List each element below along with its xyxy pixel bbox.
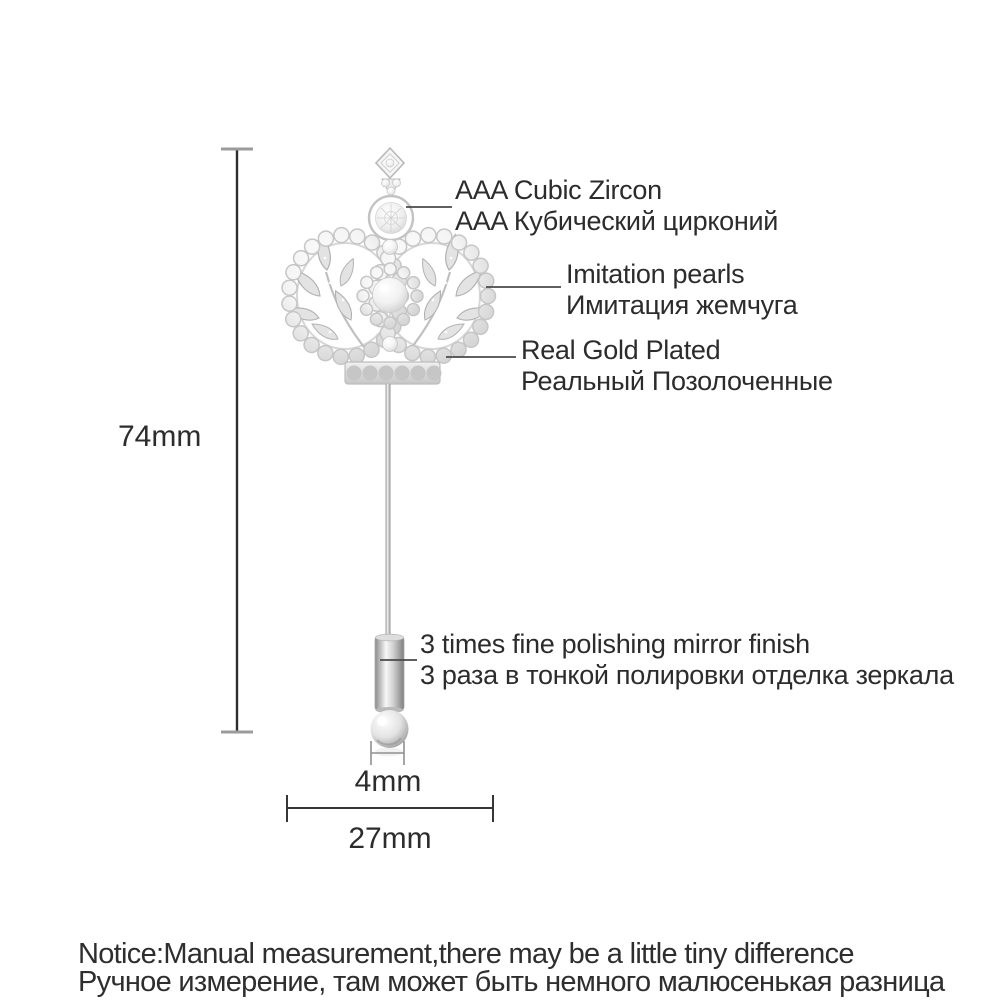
annotation-polishing xyxy=(420,629,954,691)
annotation-cubic-zircon-en: AAA Cubic Zircon xyxy=(455,175,662,205)
annotation-polishing-en: 3 times fine polishing mirror finish xyxy=(420,629,810,659)
annotation-imitation-pearls xyxy=(566,259,797,321)
annotation-imitation-pearls-ru: Имитация жемчуга xyxy=(566,290,798,320)
pin-needle xyxy=(386,384,391,637)
dimension-74mm-line xyxy=(221,149,253,732)
pin-ball-tip xyxy=(371,710,409,757)
pin-end-cap xyxy=(375,634,404,713)
annotation-polishing-ru: 3 раза в тонкой полировки отделка зеркала xyxy=(420,660,954,690)
annotation-gold-plated xyxy=(521,335,833,397)
finial-connector xyxy=(382,179,401,197)
annotation-cubic-zircon-ru: AAA Кубический цирконий xyxy=(455,206,779,236)
annotation-cubic-zircon xyxy=(455,175,778,237)
notice-en: Notice:Manual measurement,there may be a little tiny difference xyxy=(78,938,854,970)
dimension-label-27mm: 27mm xyxy=(348,822,432,855)
finial-diamond xyxy=(376,148,404,178)
crown-base-bar xyxy=(345,362,440,384)
dimension-27mm-line xyxy=(287,795,493,822)
annotation-gold-plated-en: Real Gold Plated xyxy=(521,335,721,365)
dimension-label-4mm: 4mm xyxy=(354,765,422,798)
annotation-gold-plated-ru: Реальный Позолоченные xyxy=(521,366,833,396)
annotation-imitation-pearls-en: Imitation pearls xyxy=(566,259,745,289)
cubic-zircon-stone xyxy=(369,196,413,240)
notice-block xyxy=(78,938,945,998)
dimension-label-74mm: 74mm xyxy=(118,420,202,453)
notice-ru: Ручное измерение, там может быть немного малюсенькая разница xyxy=(78,965,945,998)
